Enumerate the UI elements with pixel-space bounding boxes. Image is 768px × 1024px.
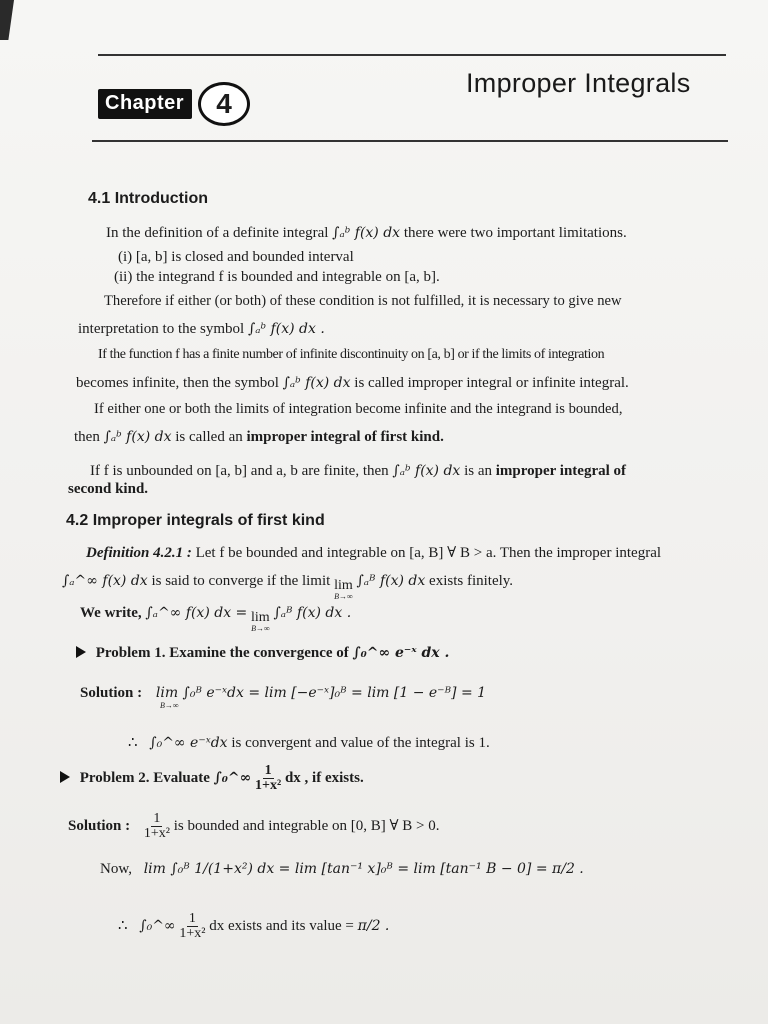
integral-sign: ∫₀^∞ (213, 769, 252, 786)
text: is called an (175, 429, 243, 445)
intro-line-8: If either one or both the limits of integration become infinite and the integrand is bounded, (94, 401, 623, 417)
fraction (255, 764, 281, 793)
problem-1-heading (76, 646, 449, 661)
lim-subscript: B→∞ (251, 624, 270, 633)
limit-operator (251, 611, 270, 633)
text: Let f be bounded and integrable on [a, B] ∀ B > a. Then the improper integral (195, 545, 662, 561)
value-expression: π/2 . (357, 917, 390, 934)
limit-subscript: B→∞ (160, 701, 179, 710)
numerator: 1 (264, 763, 272, 778)
integral-expression: ∫ₐᴮ f(x) dx (356, 573, 426, 589)
bold-term: improper integral of first kind. (246, 429, 444, 445)
limitation-ii: (ii) the integrand f is bounded and integrable on [a, b]. (114, 269, 440, 285)
text: We write, (80, 605, 142, 621)
text: interpretation to the symbol (78, 321, 245, 337)
text: is convergent and value of the integral is 1. (231, 735, 490, 751)
section-heading-4-1: 4.1 Introduction (88, 190, 208, 207)
fraction (144, 812, 170, 841)
definition-line-2 (62, 574, 513, 601)
integral-expression: ∫ₐᵇ f(x) dx . (247, 321, 325, 337)
denominator: 1+x² (179, 926, 206, 941)
solution-label: Solution : (68, 817, 131, 834)
solution-label: Solution : (80, 685, 143, 701)
header-rule-bottom (92, 140, 728, 142)
intro-line-5 (78, 322, 325, 337)
integral-expression: ∫ₐᵇ f(x) dx (103, 429, 172, 445)
arrow-bullet-icon (76, 646, 86, 658)
therefore-symbol: ∴ (118, 917, 128, 934)
lim-text: lim (334, 578, 353, 593)
we-write-line (80, 606, 351, 633)
bold-term: improper integral of (495, 463, 627, 479)
definition-line-1 (86, 546, 661, 561)
intro-line-9 (74, 430, 444, 445)
chapter-number: 4 (198, 82, 250, 126)
problem-1-solution (80, 686, 486, 701)
integral-expression: ∫ₐ^∞ f(x) dx = (145, 605, 248, 621)
text: dx exists and its value = (209, 917, 354, 934)
text: is called improper integral or infinite integral. (354, 375, 629, 391)
definition-label: Definition 4.2.1 : (86, 545, 192, 561)
chapter-label: Chapter (98, 89, 192, 119)
arrow-bullet-icon (60, 771, 70, 783)
chapter-title: Improper Integrals (466, 68, 691, 98)
integral-sign: ∫₀^∞ (139, 917, 176, 934)
lim-subscript: B→∞ (334, 592, 353, 601)
problem-2-now (100, 862, 584, 877)
integral-expression: ∫₀^∞ e⁻ˣdx (149, 735, 228, 751)
therefore-symbol: ∴ (128, 735, 138, 751)
intro-line-7 (76, 376, 629, 391)
problem-2-solution (68, 812, 440, 841)
text: becomes infinite, then the symbol (76, 375, 279, 391)
integral-expression: ∫₀^∞ e⁻ˣ dx . (352, 645, 450, 661)
fraction (179, 912, 205, 941)
intro-line-1 (106, 226, 627, 241)
text: then (74, 429, 100, 445)
intro-line-10 (90, 464, 626, 479)
numerator: 1 (188, 911, 196, 926)
problem-1-conclusion (128, 736, 490, 751)
intro-line-4: Therefore if either (or both) of these condition is not fulfilled, it is necessary to give new (104, 293, 622, 309)
denominator: 1+x² (143, 826, 170, 841)
text: Problem 1. Examine the convergence of (95, 645, 349, 661)
chapter-badge (98, 82, 250, 126)
text: Problem 2. Evaluate (79, 769, 210, 786)
text: there were two important limitations. (403, 225, 627, 241)
text: Now, (100, 861, 132, 877)
text: is bounded and integrable on [0, B] ∀ B > 0. (173, 817, 440, 834)
text: If f is unbounded on [a, b] and a, b are finite, then (90, 463, 389, 479)
text: exists finitely. (429, 573, 514, 589)
integral-expression: ∫ₐᵇ f(x) dx (282, 375, 351, 391)
lim-text: lim (251, 610, 270, 625)
text: is said to converge if the limit (151, 573, 331, 589)
limit-operator (334, 579, 353, 601)
integral-expression: ∫ₐᵇ f(x) dx (392, 463, 461, 479)
text: dx , if exists. (284, 769, 364, 786)
section-heading-4-2: 4.2 Improper integrals of first kind (66, 512, 325, 529)
problem-2-conclusion (118, 912, 389, 941)
text: In the definition of a definite integral (106, 225, 329, 241)
solution-expression: lim ∫₀ᴮ 1/(1+x²) dx = lim [tan⁻¹ x]₀ᴮ = lim [tan⁻¹ B − 0] = π/2 . (143, 861, 584, 877)
text: is an (464, 463, 492, 479)
integral-expression: ∫ₐᵇ f(x) dx (332, 225, 401, 241)
page-binding-shadow (0, 0, 14, 40)
limitation-i: (i) [a, b] is closed and bounded interval (118, 249, 354, 265)
intro-line-11: second kind. (68, 481, 149, 497)
solution-expression: lim ∫₀ᴮ e⁻ˣdx = lim [−e⁻ˣ]₀ᴮ = lim [1 − e⁻ᴮ] = 1 (155, 685, 487, 701)
integral-expression: ∫ₐ^∞ f(x) dx (62, 573, 148, 589)
problem-2-heading (60, 764, 364, 793)
denominator: 1+x² (255, 778, 282, 793)
integral-expression: ∫ₐᴮ f(x) dx . (273, 605, 352, 621)
intro-line-6: If the function f has a finite number of infinite discontinuity on [a, b] or if the limits of integration (98, 347, 605, 362)
header-rule-top (98, 54, 726, 56)
numerator: 1 (153, 811, 161, 826)
